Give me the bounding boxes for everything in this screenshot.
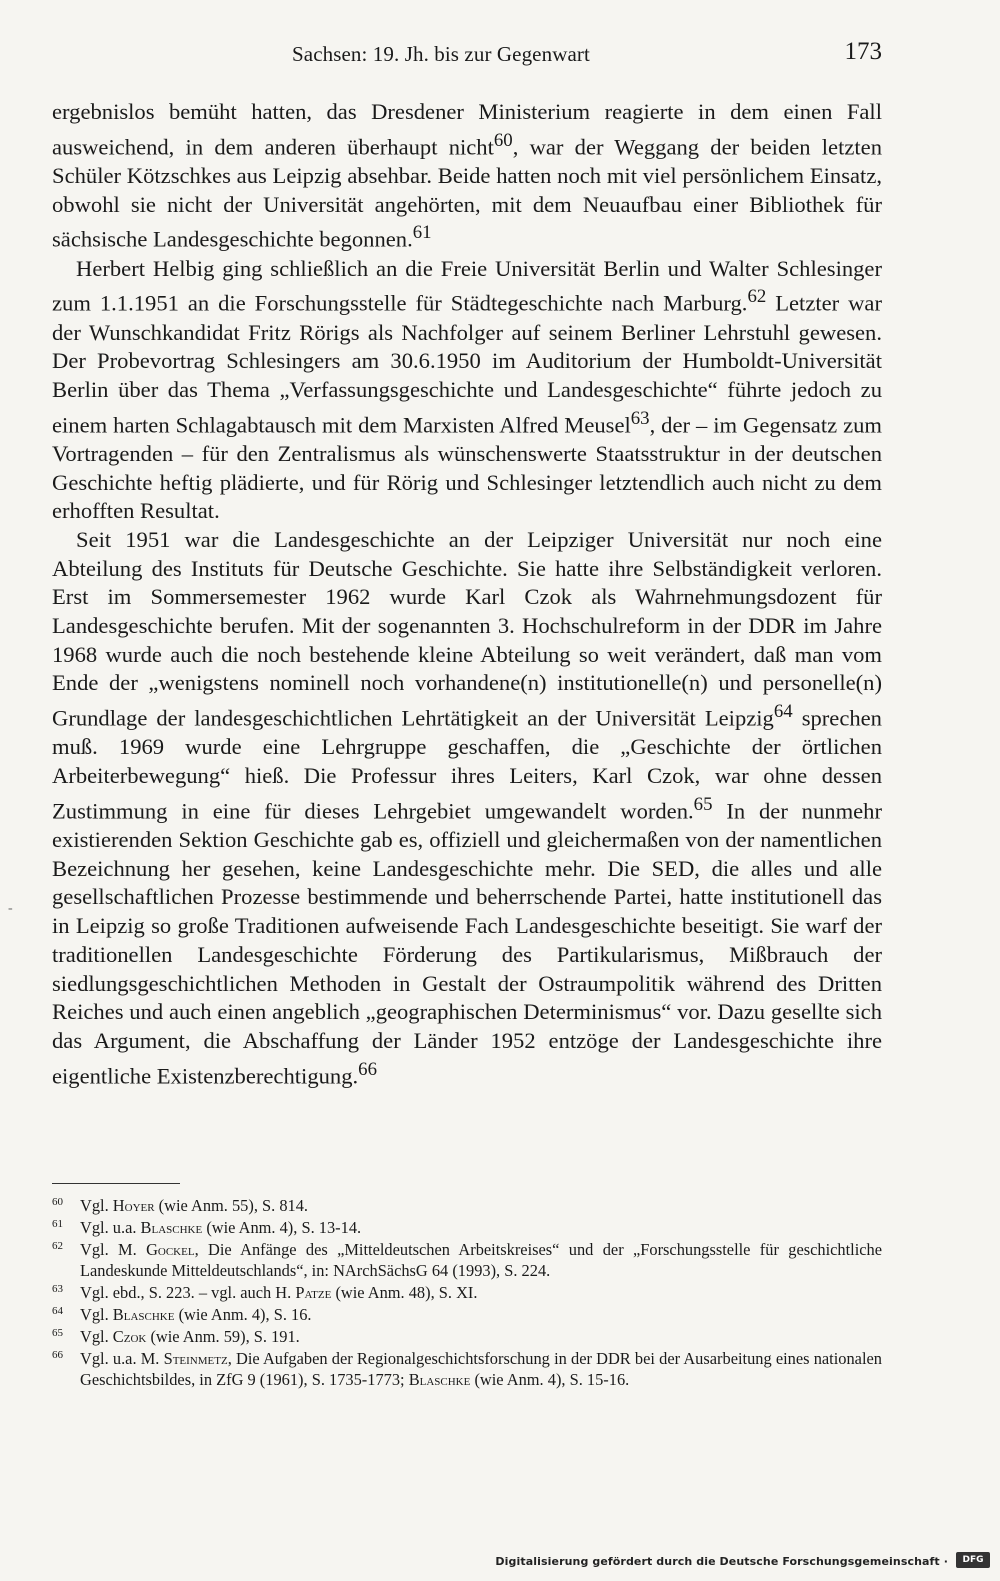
author-name: Czok (112, 1326, 147, 1346)
text-run: ergebnislos bemüht hatten, das Dresdener Ministerium reagierte in dem einen Fall ausweichend, in dem anderen überhaupt nicht (52, 99, 882, 160)
footnote-ref[interactable]: 63 (630, 407, 650, 429)
author-name: Blaschke (140, 1217, 203, 1237)
text-run: Vgl. (80, 1304, 113, 1324)
footnote-ref[interactable]: 60 (493, 129, 513, 151)
text-run: (wie Anm. 59), S. 191. (146, 1326, 300, 1346)
dfg-logo: DFG (956, 1552, 990, 1568)
text-run: Vgl. (80, 1196, 113, 1215)
footnote-number: 65 (52, 1326, 63, 1339)
author-name: Hoyer (112, 1196, 155, 1215)
author-name: Gockel (146, 1239, 195, 1259)
footnote-ref[interactable]: 64 (773, 701, 793, 723)
footnote-text (80, 1217, 882, 1239)
text-run: Vgl. M. (80, 1239, 147, 1259)
text-run: Vgl. ebd., S. 223. – vgl. auch H. (80, 1283, 296, 1303)
footnote-number: 64 (52, 1304, 63, 1317)
footnote-ref[interactable]: 61 (412, 222, 432, 244)
running-head (52, 38, 882, 74)
paragraph-1 (52, 98, 882, 255)
text-run: In der nunmehr existierenden Sektion Geschichte gab es, offiziell und gleichermaßen von der namentlichen Bezeichnung her gesehen, keine Landesgeschichte mehr. Die SED, die alles und alle gesellschaftlichen Prozesse bestimmende und beherrschende Partei, hatte institutionell das in Leipzig so große Traditionen aufweisende Fach Landesgeschichte beseitigt. Sie warf der traditionellen Landesgeschichte Förderung des Partikularismus, Mißbrauch der siedlungsgeschichtlichen Methoden in Gestalt der Ostraumpolitik während des Dritten Reiches und auch einen angeblich „geographischen Determinismus“ vor. Dazu gesellte sich das Argument, die Abschaffung der Länder 1952 entzöge der Landesgeschichte ihre eigentliche Existenzberechtigung. (52, 798, 882, 1089)
footnote-number: 66 (52, 1348, 63, 1361)
text-run: , der – im Gegensatz zum Vortragenden – für den Zentralismus als wünschenswerte Staatsstruktur in der deutschen Geschichte heftig plädierte, und für Rörig und Schlesinger letztendlich auch nicht zu dem erhofften Resultat. (52, 412, 882, 524)
text-run: (wie Anm. 55), S. 814. (154, 1196, 309, 1215)
footnote-number: 63 (52, 1283, 63, 1296)
footnote-number: 60 (52, 1196, 63, 1208)
margin-mark: - (8, 901, 13, 916)
footnote-text (80, 1282, 882, 1304)
text-run: , Die Anfänge des „Mitteldeutschen Arbeitskreises“ und der „Forschungsstelle für geschichtliche Landeskunde Mitteldeutschlands“, in: NArchSächsG 64 (1993), S. 224. (80, 1239, 883, 1281)
text-run: Herbert Helbig ging schließlich an die Freie Universität Berlin und Walter Schlesinger zum 1.1.1951 an die Forschungsstelle für Städtegeschichte nach Marburg. (52, 255, 882, 316)
footnote-65 (52, 1326, 882, 1348)
footnote-64 (52, 1304, 882, 1326)
text-run: , war der Weggang der beiden letzten Schüler Kötzschkes aus Leipzig absehbar. Beide hatten noch mit viel persönlichem Einsatz, obwohl sie nicht der Universität angehörten, mit dem Neuaufbau einer Bibliothek für sächsische Landesgeschichte begonnen. (52, 134, 882, 252)
text-run: (wie Anm. 4), S. 15-16. (470, 1370, 630, 1390)
page-number: 173 (844, 38, 882, 65)
footnote-61 (52, 1217, 882, 1239)
body-text (52, 98, 882, 1091)
text-run: sprechen muß. 1969 wurde eine Lehrgruppe geschaffen, die „Geschichte der örtlichen Arbeiterbewegung“ hieß. Die Professur ihres Leiters, Karl Czok, war ohne dessen Zustimmung in eine für dieses Lehrgebiet umgewandelt worden. (52, 705, 882, 824)
digitization-credit: Digitalisierung gefördert durch die Deutsche Forschungsgemeinschaft · (495, 1555, 948, 1568)
text-run: (wie Anm. 4), S. 16. (174, 1304, 312, 1324)
footnote-text (80, 1239, 882, 1283)
footnote-text (80, 1195, 882, 1217)
footnote-text (80, 1326, 882, 1348)
footnote-separator (52, 1183, 180, 1184)
footnote-ref[interactable]: 66 (358, 1058, 377, 1080)
author-name: Patze (295, 1283, 332, 1303)
footnote-60 (52, 1195, 882, 1217)
footnote-63 (52, 1282, 882, 1304)
text-run: Vgl. u.a. (80, 1217, 141, 1237)
paragraph-3 (52, 526, 882, 1091)
text-run: Seit 1951 war die Landesgeschichte an der Leipziger Universität nur noch eine Abteilung des Instituts für Deutsche Geschichte. Sie hatte ihre Selbständigkeit verloren. Erst im Sommersemester 1962 wurde Karl Czok als Wahrnehmungsdozent für Landesgeschichte berufen. Mit der sogenannten 3. Hochschulreform in der DDR im Jahre 1968 wurde auch die noch bestehende kleine Abteilung so weit verändert, daß man vom Ende der „wenigstens nominell noch vorhandene(n) institutionelle(n) und personelle(n) Grundlage der landesgeschichtlichen Lehrtätigkeit an der Universität Leipzig (52, 526, 882, 731)
footnote-ref[interactable]: 62 (747, 286, 767, 308)
footnote-66 (52, 1348, 882, 1392)
footnote-text (80, 1304, 882, 1326)
footnote-number: 61 (52, 1217, 63, 1230)
text-run: (wie Anm. 48), S. XI. (331, 1283, 478, 1303)
footnote-62 (52, 1239, 882, 1283)
running-title: Sachsen: 19. Jh. bis zur Gegenwart (292, 42, 590, 66)
footnote-ref[interactable]: 65 (693, 793, 713, 815)
paragraph-2 (52, 255, 882, 526)
text-run: , Die Aufgaben der Regionalgeschichtsforschung in der DDR bei der Ausarbeitung eines nationalen Geschichtsbildes, in ZfG 9 (1961), S. 1735-1773; (80, 1348, 882, 1390)
author-name: Steinmetz (163, 1348, 228, 1368)
text-run: Vgl. u.a. M. (80, 1348, 164, 1368)
footnote-number: 62 (52, 1239, 63, 1252)
text-run: (wie Anm. 4), S. 13-14. (202, 1217, 362, 1237)
footnotes (52, 1195, 882, 1391)
author-name: Blaschke (408, 1370, 471, 1390)
footnote-text (80, 1348, 882, 1392)
author-name: Blaschke (112, 1304, 175, 1324)
text-run: Vgl. (80, 1326, 113, 1346)
text-run: Letzter war der Wunschkandidat Fritz Rörigs als Nachfolger auf seinem Berliner Lehrstuhl gewesen. Der Probevortrag Schlesingers am 30.6.1950 im Auditorium der Humboldt-Universität Berlin über das Thema „Verfassungsgeschichte und Landesgeschichte“ führte jedoch zu einem harten Schlagabtausch mit dem Marxisten Alfred Meusel (52, 290, 882, 438)
